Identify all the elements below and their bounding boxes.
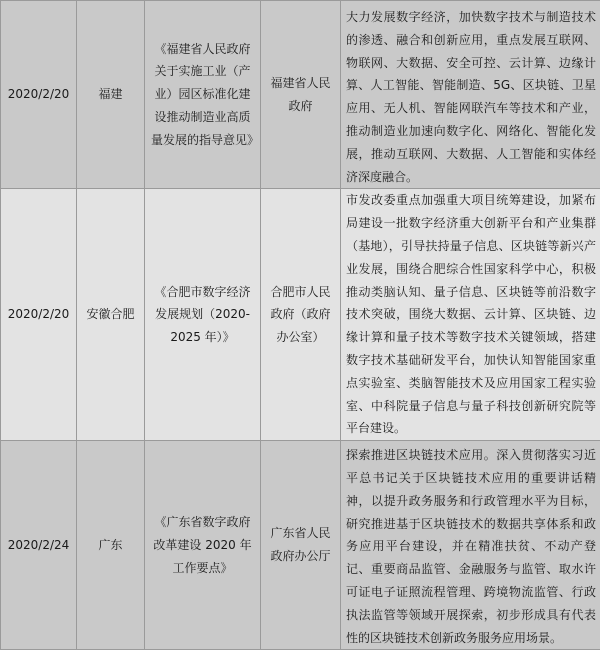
issuer-cell: 广东省人民政府办公厅 — [261, 441, 341, 650]
date-cell: 2020/2/24 — [1, 441, 77, 650]
policy-title-cell: 《合肥市数字经济发展规划（2020-2025 年）》 — [145, 189, 261, 441]
policy-title-cell: 《广东省数字政府改革建设 2020 年工作要点》 — [145, 441, 261, 650]
date-cell: 2020/2/20 — [1, 1, 77, 189]
table-row — [1, 189, 600, 441]
policy-title-cell: 《福建省人民政府关于实施工业（产业）园区标准化建设推动制造业高质量发展的指导意见》 — [145, 1, 261, 189]
region-cell: 广东 — [77, 441, 145, 650]
table-row — [1, 1, 600, 189]
content-cell: 大力发展数字经济，加快数字技术与制造技术的渗透、融合和创新应用，重点发展互联网、物联网、大数据、安全可控、云计算、边缘计算、人工智能、智能制造、5G、区块链、卫星应用、无人机、智能网联汽车等技术和产业，推动制造业加速向数字化、网络化、智能化发展，推动互联网、大数据、人工智能和实体经济深度融合。 — [341, 1, 600, 189]
region-cell: 福建 — [77, 1, 145, 189]
issuer-cell: 合肥市人民政府（政府办公室） — [261, 189, 341, 441]
content-cell: 市发改委重点加强重大项目统筹建设，加紧布局建设一批数字经济重大创新平台和产业集群（基地），引导扶持量子信息、区块链等新兴产业发展，围绕合肥综合性国家科学中心，积极推动类脑认知、量子信息、区块链等前沿数字技术突破，围绕大数据、云计算、区块链、边缘计算和量子技术等数字技术关键领域，搭建数字技术基础研发平台，加快认知智能国家重点实验室、类脑智能技术及应用国家工程实验室、中科院量子信息与量子科技创新研究院等平台建设。 — [341, 189, 600, 441]
table-row — [1, 441, 600, 650]
date-cell: 2020/2/20 — [1, 189, 77, 441]
content-cell: 探索推进区块链技术应用。深入贯彻落实习近平总书记关于区块链技术应用的重要讲话精神，以提升政务服务和行政管理水平为目标，研究推进基于区块链技术的数据共享体系和政务应用平台建设，并在精准扶贫、不动产登记、重要商品监管、金融服务与监管、取水许可证电子证照流程管理、跨境物流监管、行政执法监管等领域开展探索，初步形成具有代表性的区块链技术创新政务服务应用场景。 — [341, 441, 600, 650]
issuer-cell: 福建省人民政府 — [261, 1, 341, 189]
region-cell: 安徽合肥 — [77, 189, 145, 441]
